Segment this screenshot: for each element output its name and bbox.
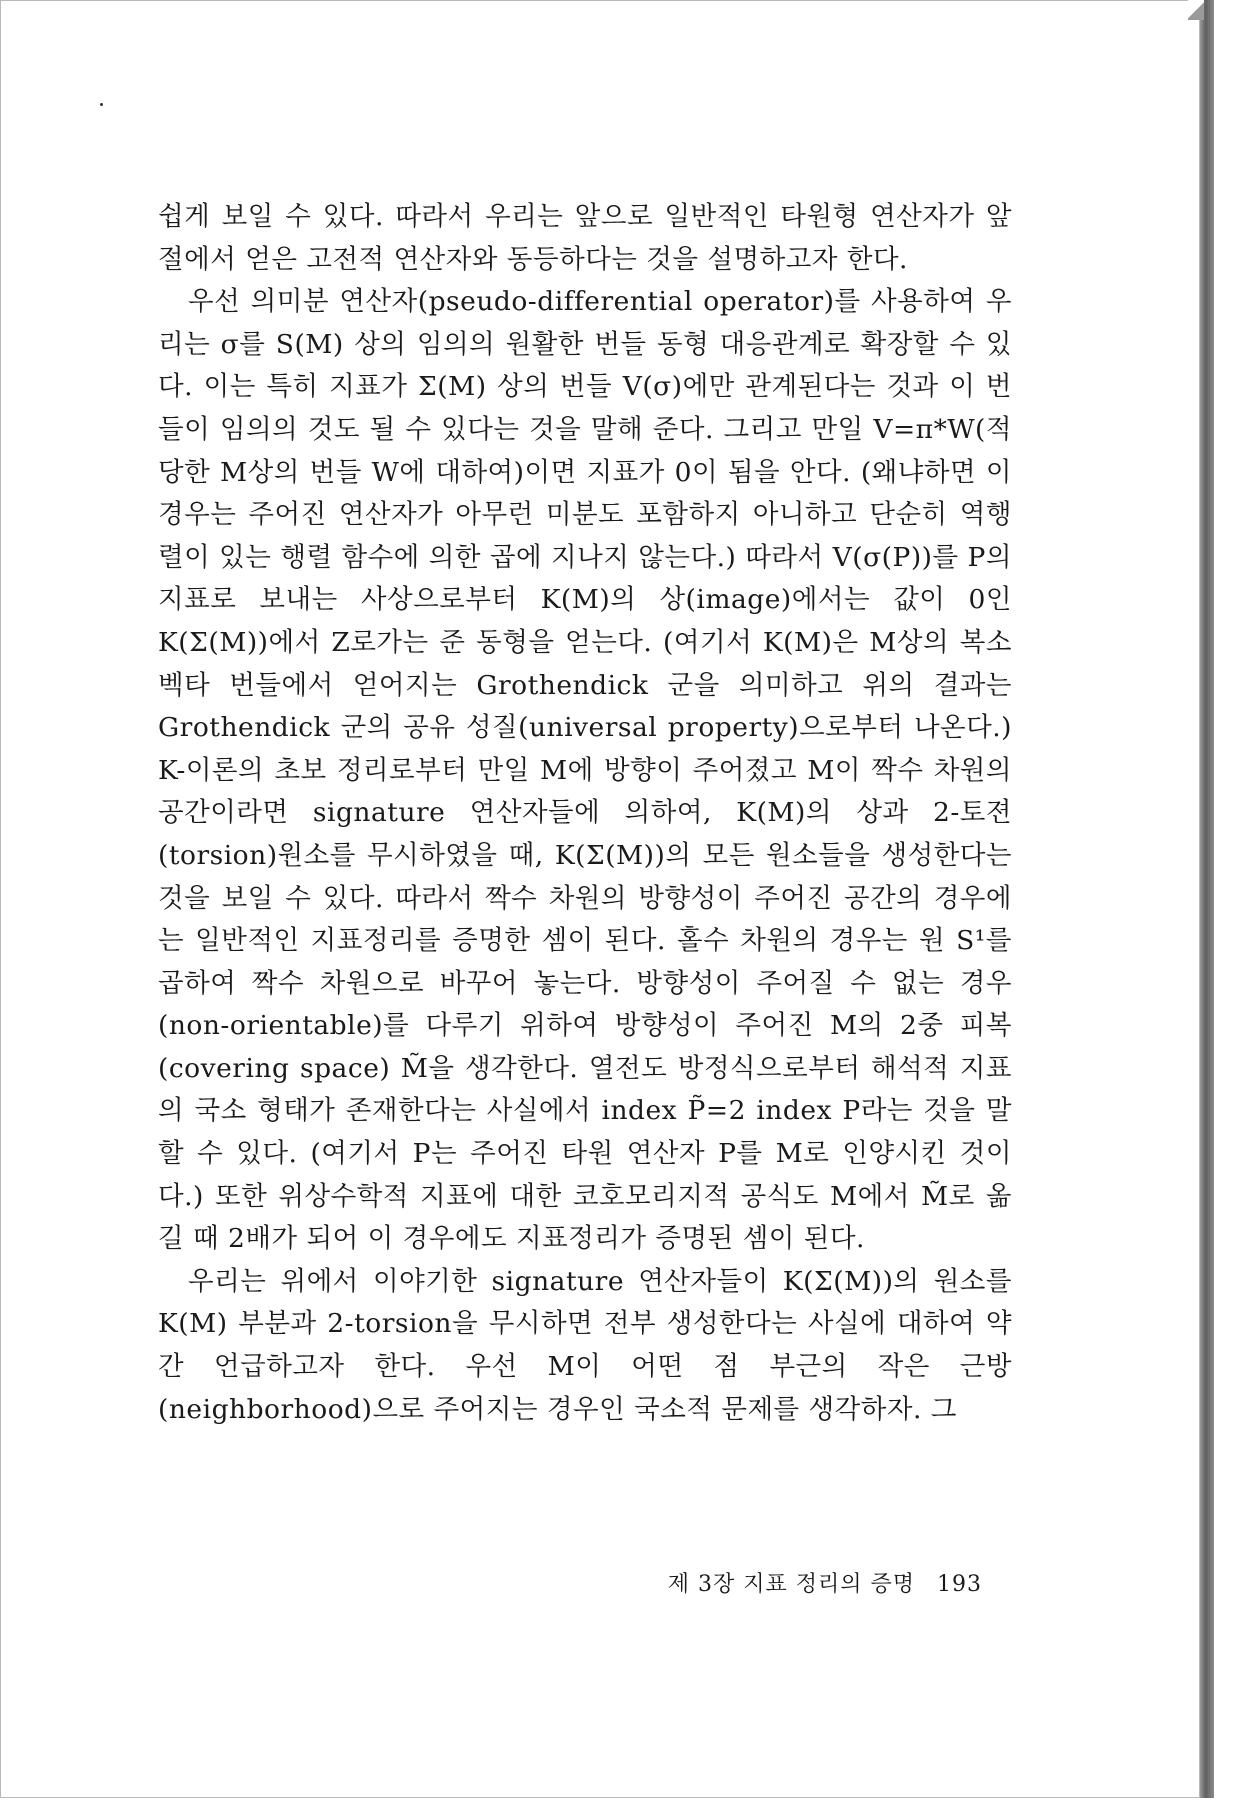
body-text — [158, 196, 1012, 1431]
paragraph-1: 쉽게 보일 수 있다. 따라서 우리는 앞으로 일반적인 타원형 연산자가 앞 절에서 얻은 고전적 연산자와 동등하다는 것을 설명하고자 한다. — [158, 201, 1012, 275]
page-corner — [1188, 0, 1204, 20]
paragraph-3: 우리는 위에서 이야기한 signature 연산자들이 K(Σ(M))의 원소를 K(M) 부분과 2-torsion을 무시하면 전부 생성한다는 사실에 대하여 약간 언급하고자 한다. 우선 M이 어떤 점 부근의 작은 근방(neighborhood)으로 주어지는 경우인 국소적 문제를 생각하자. 그 — [158, 1265, 1012, 1425]
page-edge-shadow — [1200, 0, 1214, 1798]
page-footer — [630, 1570, 982, 1600]
running-chapter-title: 제 3장 지표 정리의 증명 — [667, 1572, 915, 1597]
paragraph-2: 우선 의미분 연산자(pseudo-differential operator)를 사용하여 우리는 σ를 S(M) 상의 임의의 원활한 번들 동형 대응관계로 확장할 수 있다. 이는 특히 지표가 Σ(M) 상의 번들 V(σ)에만 관계된다는 것과 이 번들이 임의의 것도 될 수 있다는 것을 말해 준다. 그리고 만일 V=π*W(적당한 M상의 번들 W에 대하여)이면 지표가 0이 됨을 안다. (왜냐하면 이 경우는 주어진 연산자가 아무런 미분도 포함하지 아니하고 단순히 역행렬이 있는 행렬 함수에 의한 곱에 지나지 않는다.) 따라서 V(σ(P))를 P의 지표로 보내는 사상으로부터 K(M)의 상(image)에서는 값이 0인 K(Σ(M))에서 Z로가는 준 동형을 얻는다. (여기서 K(M)은 M상의 복소 벡타 번들에서 얻어지는 Grothendick 군을 의미하고 위의 결과는 Grothendick 군의 공유 성질(universal property)으로부터 나온다.) K-이론의 초보 정리로부터 만일 M에 방향이 주어졌고 M이 짝수 차원의 공간이라면 signature 연산자들에 의하여, K(M)의 상과 2-토젼(torsion)원소를 무시하였을 때, K(Σ(M))의 모든 원소들을 생성한다는 것을 보일 수 있다. 따라서 짝수 차원의 방향성이 주어진 공간의 경우에는 일반적인 지표정리를 증명한 셈이 된다. 홀수 차원의 경우는 원 S¹를 곱하여 짝수 차원으로 바꾸어 놓는다. 방향성이 주어질 수 없는 경우(non-orientable)를 다루기 위하여 방향성이 주어진 M의 2중 피복(covering space) M̃을 생각한다. 열전도 방정식으로부터 해석적 지표의 국소 형태가 존재한다는 사실에서 index P̃=2 index P라는 것을 말할 수 있다. (여기서 P는 주어진 타원 연산자 P를 M로 인양시킨 것이다.) 또한 위상수학적 지표에 대한 코호모리지적 공식도 M에서 M̃로 옮길 때 2배가 되어 이 경우에도 지표정리가 증명된 셈이 된다. — [158, 286, 1012, 1255]
scan-speck — [100, 103, 103, 106]
page-number: 193 — [937, 1572, 982, 1597]
